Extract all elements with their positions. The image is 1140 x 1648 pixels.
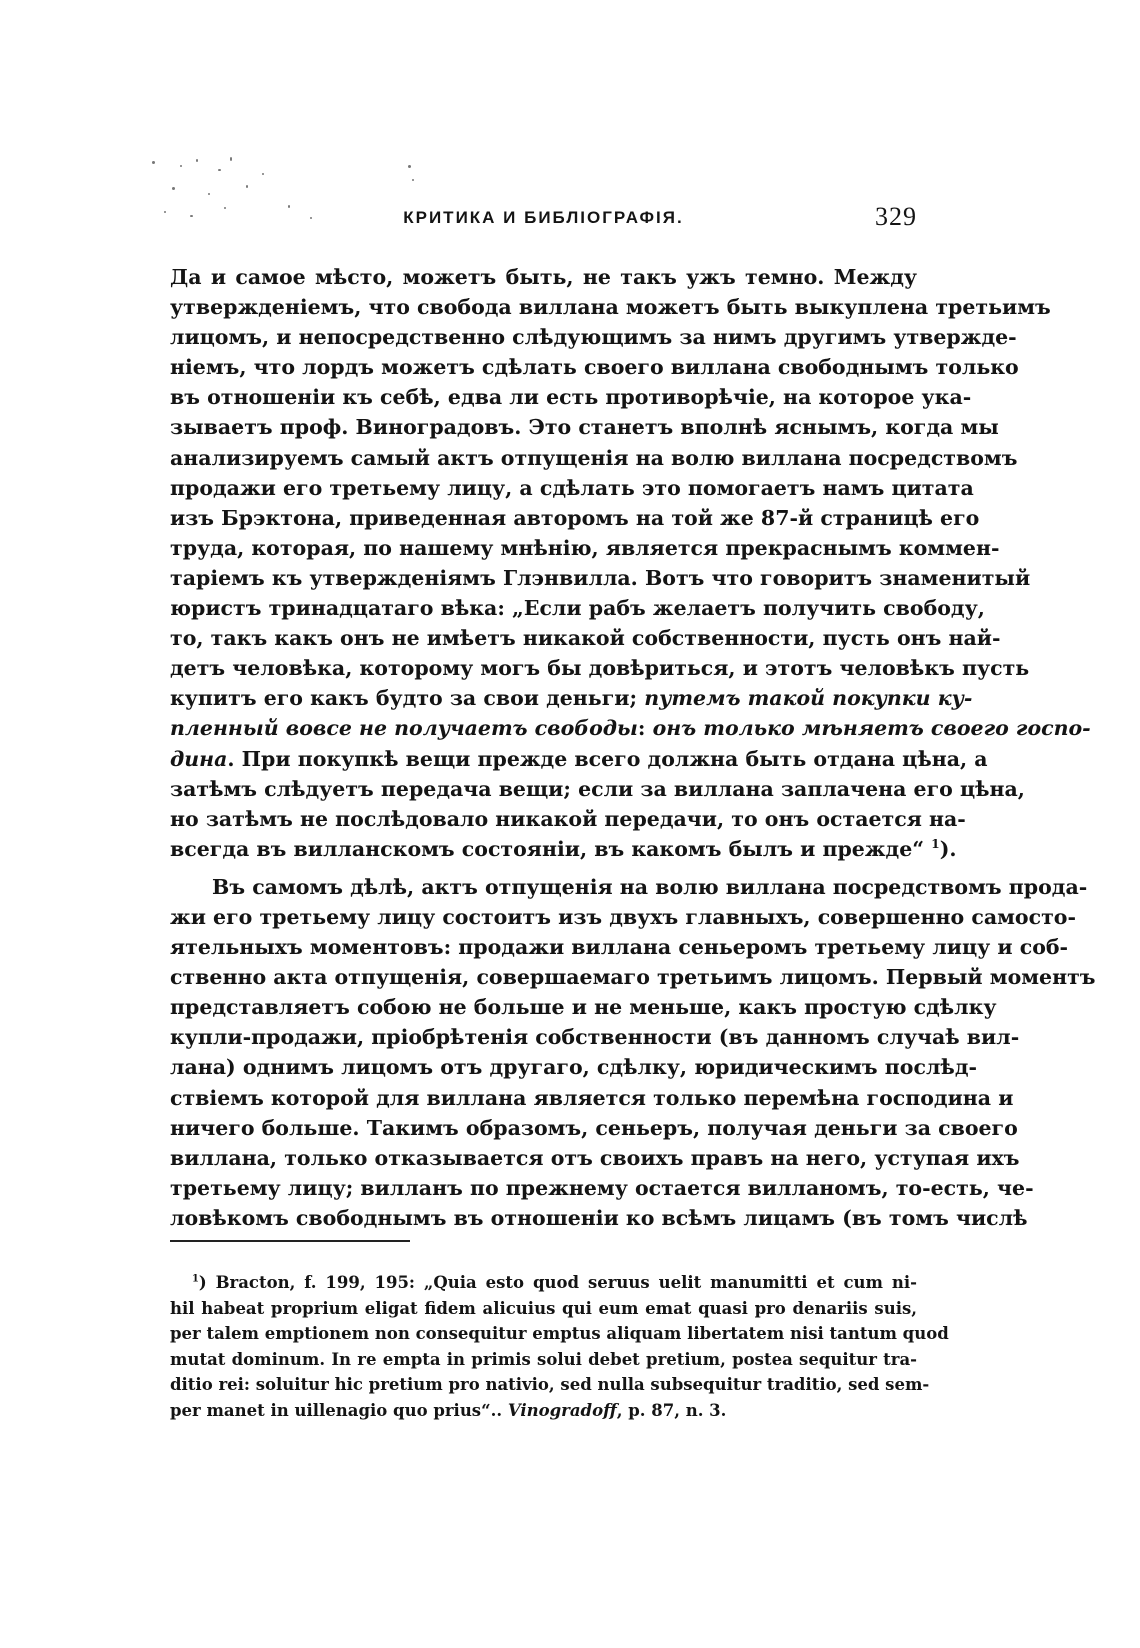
text-line: ловѣкомъ свободнымъ въ отношеніи ко всѣмъ лицамъ (въ томъ числѣ	[170, 1205, 1028, 1230]
text-line: ственно акта отпущенія, совершаемаго третьимъ лицомъ. Первый моментъ	[170, 965, 1096, 990]
main-text	[170, 262, 1096, 1233]
text-line: ничего больше. Такимъ образомъ, сеньеръ, получая деньги за своего	[170, 1115, 1018, 1140]
text-run: ) Bracton, f. 199, 195: „Quia esto quod seruus uelit manumitti et cum ni-	[198, 1273, 917, 1292]
text-line: ятельныхъ моментовъ: продажи виллана сеньеромъ третьему лицу и соб-	[170, 935, 1069, 960]
footnote-divider	[170, 1240, 410, 1242]
text-line: третьему лицу; вилланъ по прежнему остается вилланомъ, то-есть, че-	[170, 1175, 1034, 1200]
footnote-line: ditio rei: soluitur hic pretium pro nativio, sed nulla subsequitur traditio, sed sem-	[170, 1375, 930, 1395]
running-title: КРИТИКА И БИБЛІОГРАФІЯ.	[403, 208, 684, 227]
text-line: Да и самое мѣсто, можетъ быть, не такъ ужъ темно. Между	[170, 265, 917, 289]
footnote-line	[170, 1398, 917, 1424]
text-line: изъ Брэктона, приведенная авторомъ на той же 87-й страницѣ его	[170, 505, 980, 530]
text-line: утвержденіемъ, что свобода виллана можетъ быть выкуплена третьимъ	[170, 295, 1051, 320]
footnote	[170, 1270, 949, 1424]
running-header	[170, 202, 917, 242]
text-line	[170, 713, 1091, 743]
italic-citation: Vinogradoff	[507, 1400, 617, 1420]
text-line: лана) однимъ лицомъ отъ другаго, сдѣлку, юридическимъ послѣд-	[170, 1055, 977, 1080]
text-line: лицомъ, и непосредственно слѣдующимъ за нимъ другимъ утвержде-	[170, 325, 1017, 350]
italic-quote: дина	[170, 746, 228, 771]
footnote-line: per talem emptionem non consequitur emptus aliquam libertatem nisi tantum quod	[170, 1324, 949, 1344]
text-line: ствіемъ которой для виллана является только перемѣна господина и	[170, 1085, 1014, 1110]
paragraph-2	[170, 872, 1096, 1233]
text-line: купли-продажи, пріобрѣтенія собственности (въ данномъ случаѣ вил-	[170, 1025, 1020, 1050]
text-line: жи его третьему лицу состоитъ изъ двухъ главныхъ, совершенно самосто-	[170, 904, 1076, 929]
text-line: продажи его третьему лицу, а сдѣлать это помогаетъ намъ цитата	[170, 475, 974, 500]
text-run: . При покупкѣ вещи прежде всего должна быть отдана цѣна, а	[227, 746, 988, 771]
text-run: всегда въ вилланскомъ состояніи, въ какомъ былъ и прежде“	[170, 836, 925, 861]
footnote-line	[170, 1270, 917, 1296]
footnote-reference: 1	[931, 835, 940, 851]
text-run: per manet in uillenagio quo prius“..	[170, 1400, 508, 1420]
text-run: купитъ его какъ будто за свои деньги;	[170, 686, 645, 711]
text-line: виллана, только отказывается отъ своихъ правъ на него, уступая ихъ	[170, 1145, 1020, 1170]
text-run: ).	[939, 836, 957, 861]
italic-quote: пленный вовсе не получаетъ свободы	[170, 716, 638, 741]
page-number: 329	[875, 202, 917, 231]
text-line: детъ человѣка, которому могъ бы довѣриться, и этотъ человѣкъ пусть	[170, 656, 1030, 681]
italic-quote: онъ только мѣняетъ своего госпо-	[652, 716, 1091, 741]
text-line: ніемъ, что лордъ можетъ сдѣлать своего виллана свободнымъ только	[170, 355, 1019, 380]
text-run: :	[637, 716, 653, 741]
paragraph-1	[170, 262, 1091, 864]
text-line: зываетъ проф. Виноградовъ. Это станетъ вполнѣ яснымъ, когда мы	[170, 415, 999, 440]
text-line	[170, 744, 988, 774]
footnote-line: hil habeat proprium eligat fidem alicuius qui eum emat quasi pro denariis suis,	[170, 1298, 917, 1318]
text-line: но затѣмъ не послѣдовало никакой передачи, то онъ остается на-	[170, 806, 966, 831]
text-line: Въ самомъ дѣлѣ, актъ отпущенія на волю виллана посредствомъ прода-	[212, 874, 1088, 899]
text-line: труда, которая, по нашему мнѣнію, является прекраснымъ коммен-	[170, 535, 1000, 560]
text-line	[170, 683, 973, 713]
text-line: таріемъ къ утвержденіямъ Глэнвилла. Вотъ что говоритъ знаменитый	[170, 565, 1031, 590]
italic-quote: путемъ такой покупки ку-	[644, 686, 973, 711]
text-line	[170, 834, 957, 864]
text-line: затѣмъ слѣдуетъ передача вещи; если за виллана заплачена его цѣна,	[170, 776, 1025, 801]
text-line: въ отношеніи къ себѣ, едва ли есть противорѣчіе, на которое ука-	[170, 385, 972, 410]
text-line: юристъ тринадцатаго вѣка: „Если рабъ желаетъ получить свободу,	[170, 596, 985, 621]
text-line: то, такъ какъ онъ не имѣетъ никакой собственности, пусть онъ най-	[170, 626, 1001, 651]
footnote-marker: 1	[192, 1273, 199, 1285]
text-line: анализируемъ самый актъ отпущенія на волю виллана посредствомъ	[170, 445, 1018, 470]
text-line: представляетъ собою не больше и не меньше, какъ простую сдѣлку	[170, 995, 997, 1020]
footnote-line: mutat dominum. In re empta in primis solui debet pretium, postea sequitur tra-	[170, 1349, 917, 1369]
text-run: , p. 87, n. 3.	[616, 1400, 727, 1420]
